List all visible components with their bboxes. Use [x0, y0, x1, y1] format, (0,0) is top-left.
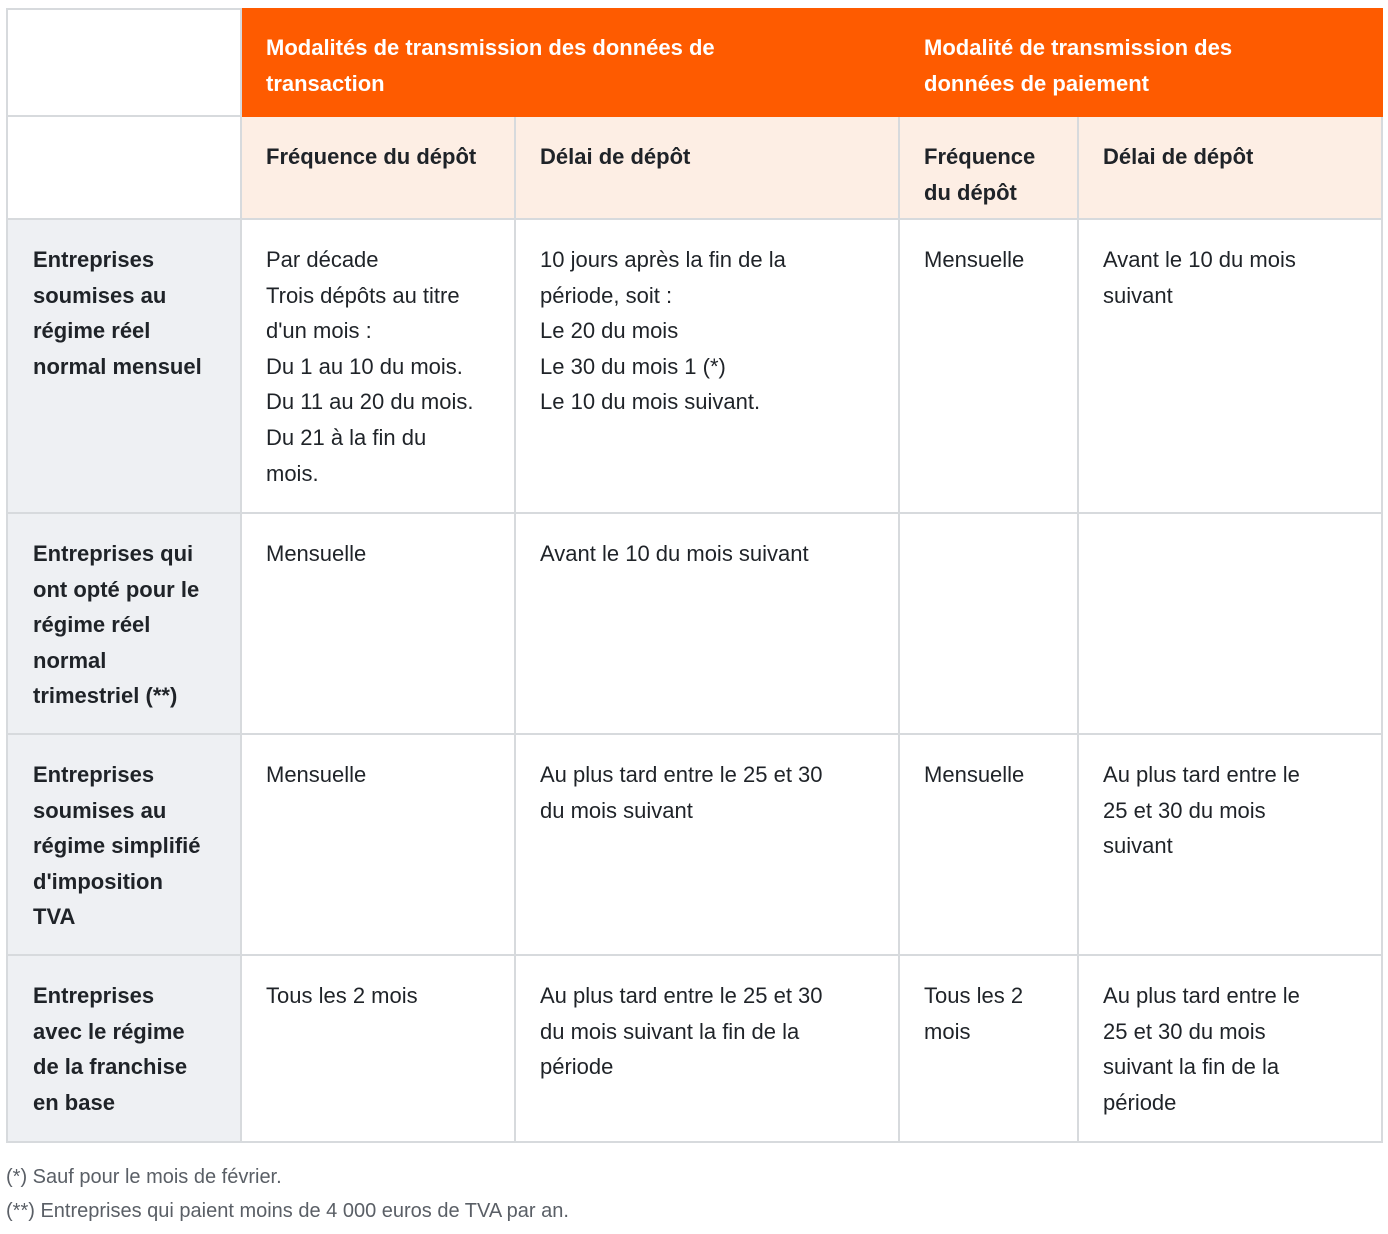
table-cell [899, 219, 1078, 513]
table-cell [1078, 955, 1382, 1142]
row-header [7, 513, 241, 734]
table-cell [241, 219, 515, 513]
table-cell [515, 513, 899, 734]
table-cell [515, 955, 899, 1142]
cell-line: Au plus tard entre le 25 et 30 [540, 983, 823, 1008]
cell-line: Du 1 au 10 du mois. [266, 353, 463, 379]
header-line: Délai de dépôt [540, 144, 691, 169]
cell-line: 25 et 30 du mois [1103, 797, 1266, 823]
row-header-line: soumises au [33, 797, 167, 823]
footnotes [6, 1160, 569, 1228]
sub-header-frequency-transaction [241, 116, 515, 219]
cell-line: Au plus tard entre le [1103, 762, 1300, 787]
group-header-payment [899, 9, 1382, 116]
table-row [7, 955, 1382, 1142]
corner-cell [7, 116, 241, 219]
cell-line: suivant [1103, 833, 1173, 859]
header-line: Fréquence [924, 144, 1036, 169]
row-header-line: trimestriel (**) [33, 683, 178, 709]
cell-line: Mensuelle [924, 247, 1025, 272]
cell-line: suivant [1103, 282, 1173, 308]
table-cell [1078, 734, 1382, 955]
cell-line: d'un mois : [266, 318, 372, 344]
row-header [7, 734, 241, 955]
cell-line: mois. [266, 460, 319, 486]
cell-line: Trois dépôts au titre [266, 282, 460, 308]
table-row [7, 219, 1382, 513]
table-cell [241, 955, 515, 1142]
row-header-line: Entreprises [33, 247, 155, 272]
row-header-line: ont opté pour le [33, 576, 200, 602]
cell-line: Avant le 10 du mois suivant [540, 541, 809, 566]
cell-line: 25 et 30 du mois [1103, 1018, 1266, 1044]
table-row [7, 734, 1382, 955]
row-header-line: d'imposition [33, 868, 163, 894]
row-header-line: Entreprises [33, 762, 155, 787]
cell-line: période [1103, 1089, 1177, 1115]
cell-line: Du 11 au 20 du mois. [266, 389, 474, 415]
cell-line: Le 30 du mois 1 (*) [540, 353, 726, 379]
cell-line: Mensuelle [266, 541, 367, 566]
row-header [7, 955, 241, 1142]
vat-transmission-table [6, 8, 1383, 1143]
sub-header-deadline-transaction [515, 116, 899, 219]
cell-line: Tous les 2 [924, 983, 1024, 1008]
row-header-line: en base [33, 1089, 115, 1115]
cell-line: Le 20 du mois [540, 318, 679, 344]
row-header-line: TVA [33, 904, 76, 930]
row-header-line: de la franchise [33, 1054, 188, 1080]
table-cell [515, 219, 899, 513]
empty-cell [899, 513, 1078, 734]
row-header-line: avec le régime [33, 1018, 185, 1044]
cell-line: 10 jours après la fin de la [540, 247, 786, 272]
cell-line: Du 21 à la fin du [266, 424, 427, 450]
footnote: (*) Sauf pour le mois de février. [6, 1166, 282, 1188]
table-cell [241, 734, 515, 955]
table-cell [241, 513, 515, 734]
row-header-line: régime réel [33, 612, 151, 638]
header-line: transaction [266, 70, 385, 96]
cell-line: Avant le 10 du mois [1103, 247, 1296, 272]
cell-line: mois [924, 1018, 971, 1044]
row-header-line: soumises au [33, 282, 167, 308]
table-cell [899, 955, 1078, 1142]
row-header-line: normal mensuel [33, 353, 202, 379]
table-cell [899, 734, 1078, 955]
group-header-transaction [241, 9, 899, 116]
row-header-line: Entreprises qui [33, 541, 194, 566]
row-header-line: régime simplifié [33, 833, 201, 859]
empty-cell [1078, 513, 1382, 734]
sub-header-row [7, 116, 1382, 219]
footnote: (**) Entreprises qui paient moins de 4 000 euros de TVA par an. [6, 1200, 569, 1222]
cell-line: Au plus tard entre le [1103, 983, 1300, 1008]
row-header-line: normal [33, 647, 107, 673]
group-header-row [7, 9, 1382, 116]
header-line: Modalité de transmission des [924, 35, 1233, 60]
header-line: Fréquence du dépôt [266, 144, 477, 169]
cell-line: suivant la fin de la [1103, 1054, 1280, 1080]
header-line: Délai de dépôt [1103, 144, 1254, 169]
table-row [7, 513, 1382, 734]
cell-line: Le 10 du mois suivant. [540, 389, 761, 415]
corner-cell [7, 9, 241, 116]
cell-line: période [540, 1054, 614, 1080]
cell-line: Tous les 2 mois [266, 983, 418, 1008]
cell-line: Au plus tard entre le 25 et 30 [540, 762, 823, 787]
header-line: données de paiement [924, 70, 1149, 96]
table-cell [515, 734, 899, 955]
cell-line: du mois suivant [540, 797, 693, 823]
header-line: du dépôt [924, 179, 1017, 205]
cell-line: Par décade [266, 247, 379, 272]
row-header [7, 219, 241, 513]
row-header-line: Entreprises [33, 983, 155, 1008]
cell-line: du mois suivant la fin de la [540, 1018, 800, 1044]
cell-line: Mensuelle [924, 762, 1025, 787]
sub-header-deadline-payment [1078, 116, 1382, 219]
row-header-line: régime réel [33, 318, 151, 344]
header-line: Modalités de transmission des données de [266, 35, 715, 60]
sub-header-frequency-payment [899, 116, 1078, 219]
table-cell [1078, 219, 1382, 513]
cell-line: période, soit : [540, 282, 673, 308]
cell-line: Mensuelle [266, 762, 367, 787]
